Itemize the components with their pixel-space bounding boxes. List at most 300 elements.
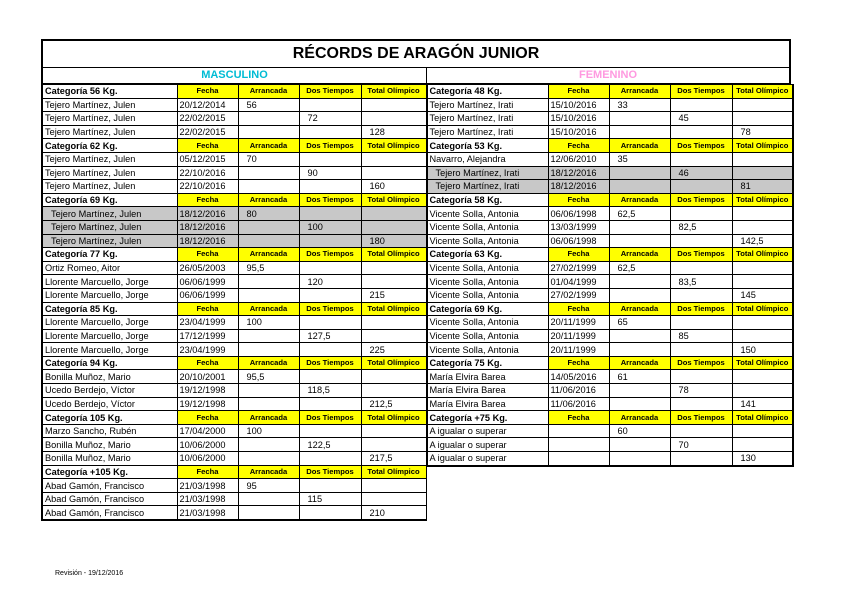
athlete-name: Llorente Marcuello, Jorge xyxy=(42,288,177,302)
record-row xyxy=(42,424,426,438)
column-header: Arrancada xyxy=(609,139,670,153)
athlete-name: Llorente Marcuello, Jorge xyxy=(42,275,177,289)
column-header: Total Olímpico xyxy=(361,302,426,316)
athlete-name: Tejero Martínez, Julen xyxy=(42,112,177,126)
dos-tiempos-value xyxy=(299,234,361,248)
dos-tiempos-value xyxy=(299,506,361,520)
dos-tiempos-value xyxy=(670,452,732,466)
column-header: Fecha xyxy=(177,356,238,370)
column-header: Dos Tiempos xyxy=(299,465,361,479)
dos-tiempos-value xyxy=(299,125,361,139)
record-row xyxy=(42,112,426,126)
record-date: 15/10/2016 xyxy=(548,112,609,126)
category-row xyxy=(42,248,426,262)
arrancada-value xyxy=(609,452,670,466)
column-header: Fecha xyxy=(177,411,238,425)
athlete-name: Abad Gamón, Francisco xyxy=(42,479,177,493)
dos-tiempos-value xyxy=(670,288,732,302)
column-header: Arrancada xyxy=(609,411,670,425)
column-header: Arrancada xyxy=(238,193,299,207)
record-row xyxy=(42,343,426,357)
dos-tiempos-value: 72 xyxy=(299,112,361,126)
dos-tiempos-value: 70 xyxy=(670,438,732,452)
column-header: Dos Tiempos xyxy=(299,411,361,425)
femenino-header: FEMENINO xyxy=(578,69,638,81)
record-row xyxy=(42,316,426,330)
column-header: Total Olímpico xyxy=(732,139,793,153)
column-header: Total Olímpico xyxy=(361,411,426,425)
record-row xyxy=(42,234,426,248)
record-row xyxy=(42,180,426,194)
arrancada-value xyxy=(609,329,670,343)
record-date: 17/04/2000 xyxy=(177,424,238,438)
dos-tiempos-value: 82,5 xyxy=(670,220,732,234)
arrancada-value xyxy=(609,275,670,289)
arrancada-value: 35 xyxy=(609,152,670,166)
category-row xyxy=(427,193,793,207)
dos-tiempos-value: 127,5 xyxy=(299,329,361,343)
column-header: Total Olímpico xyxy=(361,465,426,479)
arrancada-value: 62,5 xyxy=(609,261,670,275)
record-date: 23/04/1999 xyxy=(177,343,238,357)
column-header: Total Olímpico xyxy=(732,302,793,316)
record-row xyxy=(42,492,426,506)
record-date: 06/06/1999 xyxy=(177,288,238,302)
arrancada-value: 95,5 xyxy=(238,261,299,275)
column-header: Total Olímpico xyxy=(361,193,426,207)
total-olimpico-value: 142,5 xyxy=(732,234,793,248)
column-header: Total Olímpico xyxy=(361,248,426,262)
athlete-name: Vicente Solla, Antonia xyxy=(427,261,548,275)
total-olimpico-value xyxy=(732,166,793,180)
record-row xyxy=(42,329,426,343)
total-olimpico-value xyxy=(361,492,426,506)
column-header: Fecha xyxy=(548,302,609,316)
total-olimpico-value xyxy=(732,424,793,438)
record-row xyxy=(427,397,793,411)
arrancada-value xyxy=(609,438,670,452)
category-row xyxy=(42,139,426,153)
total-olimpico-value xyxy=(361,424,426,438)
column-header: Dos Tiempos xyxy=(670,248,732,262)
record-row xyxy=(42,384,426,398)
record-row xyxy=(427,207,793,221)
total-olimpico-value xyxy=(361,166,426,180)
athlete-name: María Elvira Barea xyxy=(427,397,548,411)
arrancada-value xyxy=(609,112,670,126)
category-label: Categoría 53 Kg. xyxy=(427,139,548,153)
total-olimpico-value xyxy=(361,438,426,452)
dos-tiempos-value xyxy=(670,152,732,166)
category-label: Categoría +75 Kg. xyxy=(427,411,548,425)
total-olimpico-value xyxy=(732,207,793,221)
athlete-name: A igualar o superar xyxy=(427,424,548,438)
record-date: 06/06/1998 xyxy=(548,207,609,221)
athlete-name: Ucedo Berdejo, Víctor xyxy=(42,397,177,411)
athlete-name: Abad Gamón, Francisco xyxy=(42,506,177,520)
record-row xyxy=(42,506,426,520)
total-olimpico-value xyxy=(361,98,426,112)
record-row xyxy=(427,288,793,302)
total-olimpico-value xyxy=(361,370,426,384)
column-header: Fecha xyxy=(177,302,238,316)
arrancada-value: 100 xyxy=(238,316,299,330)
column-header: Arrancada xyxy=(609,85,670,99)
record-row xyxy=(42,397,426,411)
total-olimpico-value xyxy=(361,220,426,234)
record-date: 15/10/2016 xyxy=(548,125,609,139)
dos-tiempos-value xyxy=(299,424,361,438)
dos-tiempos-value xyxy=(670,316,732,330)
dos-tiempos-value xyxy=(670,424,732,438)
record-date: 15/10/2016 xyxy=(548,98,609,112)
athlete-name: Vicente Solla, Antonia xyxy=(427,343,548,357)
arrancada-value xyxy=(609,288,670,302)
record-row xyxy=(42,261,426,275)
category-row xyxy=(427,139,793,153)
record-date: 21/03/1998 xyxy=(177,479,238,493)
record-date: 18/12/2016 xyxy=(177,207,238,221)
arrancada-value xyxy=(238,397,299,411)
column-header: Fecha xyxy=(548,85,609,99)
record-row xyxy=(427,220,793,234)
category-row xyxy=(42,356,426,370)
total-olimpico-value xyxy=(361,275,426,289)
column-header: Total Olímpico xyxy=(361,356,426,370)
total-olimpico-value xyxy=(732,152,793,166)
arrancada-value xyxy=(238,275,299,289)
record-date: 13/03/1999 xyxy=(548,220,609,234)
category-label: Categoría 105 Kg. xyxy=(42,411,177,425)
arrancada-value xyxy=(238,452,299,466)
arrancada-value xyxy=(238,112,299,126)
masculino-header: MASCULINO xyxy=(43,68,427,83)
athlete-name: María Elvira Barea xyxy=(427,384,548,398)
athlete-name: Ortiz Romeo, Aitor xyxy=(42,261,177,275)
record-row xyxy=(427,370,793,384)
column-header: Arrancada xyxy=(238,356,299,370)
arrancada-value xyxy=(609,397,670,411)
dos-tiempos-value: 45 xyxy=(670,112,732,126)
total-olimpico-value xyxy=(361,261,426,275)
dos-tiempos-value: 122,5 xyxy=(299,438,361,452)
dos-tiempos-value: 83,5 xyxy=(670,275,732,289)
arrancada-value xyxy=(609,384,670,398)
record-date: 27/02/1999 xyxy=(548,261,609,275)
column-header: Total Olímpico xyxy=(361,85,426,99)
total-olimpico-value xyxy=(732,316,793,330)
dos-tiempos-value xyxy=(299,180,361,194)
total-olimpico-value: 81 xyxy=(732,180,793,194)
record-date: 18/12/2016 xyxy=(548,166,609,180)
arrancada-value: 33 xyxy=(609,98,670,112)
total-olimpico-value xyxy=(361,316,426,330)
total-olimpico-value xyxy=(361,384,426,398)
record-row xyxy=(42,479,426,493)
athlete-name: Navarro, Alejandra xyxy=(427,152,548,166)
record-date: 18/12/2016 xyxy=(548,180,609,194)
record-date: 22/02/2015 xyxy=(177,125,238,139)
record-date: 05/12/2015 xyxy=(177,152,238,166)
athlete-name: A igualar o superar xyxy=(427,452,548,466)
athlete-name: María Elvira Barea xyxy=(427,370,548,384)
athlete-name: Vicente Solla, Antonia xyxy=(427,329,548,343)
dos-tiempos-value: 100 xyxy=(299,220,361,234)
record-date: 22/02/2015 xyxy=(177,112,238,126)
record-date: 20/12/2014 xyxy=(177,98,238,112)
total-olimpico-value: 128 xyxy=(361,125,426,139)
athlete-name: Tejero Martínez, Julen xyxy=(42,166,177,180)
column-header: Fecha xyxy=(177,85,238,99)
total-olimpico-value: 225 xyxy=(361,343,426,357)
total-olimpico-value: 210 xyxy=(361,506,426,520)
category-label: Categoría 85 Kg. xyxy=(42,302,177,316)
total-olimpico-value xyxy=(361,112,426,126)
arrancada-value: 61 xyxy=(609,370,670,384)
dos-tiempos-value xyxy=(299,397,361,411)
arrancada-value xyxy=(238,288,299,302)
athlete-name: Tejero Martínez, Julen xyxy=(42,207,177,221)
column-header: Arrancada xyxy=(238,465,299,479)
column-header: Total Olímpico xyxy=(732,85,793,99)
column-header: Total Olímpico xyxy=(732,356,793,370)
total-olimpico-value: 130 xyxy=(732,452,793,466)
arrancada-value: 65 xyxy=(609,316,670,330)
record-row xyxy=(42,288,426,302)
category-label: Categoría 48 Kg. xyxy=(427,85,548,99)
column-header: Arrancada xyxy=(238,302,299,316)
arrancada-value xyxy=(609,234,670,248)
record-date: 19/12/1998 xyxy=(177,384,238,398)
dos-tiempos-value xyxy=(670,343,732,357)
record-row xyxy=(427,438,793,452)
column-header: Fecha xyxy=(177,139,238,153)
record-row xyxy=(427,98,793,112)
record-date xyxy=(548,424,609,438)
record-date: 22/10/2016 xyxy=(177,180,238,194)
record-row xyxy=(427,180,793,194)
category-label: Categoría 63 Kg. xyxy=(427,248,548,262)
dos-tiempos-value xyxy=(299,452,361,466)
record-date: 27/02/1999 xyxy=(548,288,609,302)
record-row xyxy=(427,125,793,139)
column-header: Dos Tiempos xyxy=(670,356,732,370)
category-label: Categoría 94 Kg. xyxy=(42,356,177,370)
record-date: 21/03/1998 xyxy=(177,506,238,520)
athlete-name: Tejero Martínez, Julen xyxy=(42,98,177,112)
dos-tiempos-value xyxy=(299,152,361,166)
column-header: Total Olímpico xyxy=(732,411,793,425)
column-header: Arrancada xyxy=(238,139,299,153)
record-date: 11/06/2016 xyxy=(548,384,609,398)
athlete-name: Tejero Martínez, Julen xyxy=(42,180,177,194)
record-date: 10/06/2000 xyxy=(177,452,238,466)
column-header: Fecha xyxy=(177,193,238,207)
record-row xyxy=(427,275,793,289)
masculino-table xyxy=(41,84,427,521)
total-olimpico-value xyxy=(732,112,793,126)
column-header: Dos Tiempos xyxy=(670,85,732,99)
athlete-name: Bonilla Muñoz, Mario xyxy=(42,452,177,466)
category-label: Categoría 62 Kg. xyxy=(42,139,177,153)
arrancada-value: 56 xyxy=(238,98,299,112)
record-row xyxy=(42,220,426,234)
category-row xyxy=(42,85,426,99)
total-olimpico-value xyxy=(361,329,426,343)
record-date: 17/12/1999 xyxy=(177,329,238,343)
total-olimpico-value: 217,5 xyxy=(361,452,426,466)
athlete-name: Ucedo Berdejo, Víctor xyxy=(42,384,177,398)
category-row xyxy=(427,411,793,425)
dos-tiempos-value xyxy=(670,98,732,112)
records-sheet xyxy=(41,39,791,521)
dos-tiempos-value xyxy=(670,234,732,248)
arrancada-value xyxy=(238,343,299,357)
record-date: 14/05/2016 xyxy=(548,370,609,384)
column-header: Arrancada xyxy=(609,193,670,207)
dos-tiempos-value: 120 xyxy=(299,275,361,289)
athlete-name: Marzo Sancho, Rubén xyxy=(42,424,177,438)
athlete-name: Tejero Martínez, Irati xyxy=(427,98,548,112)
record-row xyxy=(427,152,793,166)
athlete-name: Tejero Martínez, Julen xyxy=(42,152,177,166)
arrancada-value xyxy=(238,166,299,180)
dos-tiempos-value xyxy=(670,125,732,139)
athlete-name: Abad Gamón, Francisco xyxy=(42,492,177,506)
total-olimpico-value xyxy=(732,384,793,398)
column-header: Dos Tiempos xyxy=(670,411,732,425)
record-row xyxy=(427,424,793,438)
column-header: Arrancada xyxy=(238,248,299,262)
column-header: Arrancada xyxy=(238,411,299,425)
column-header: Dos Tiempos xyxy=(299,302,361,316)
record-date xyxy=(548,452,609,466)
athlete-name: Bonilla Muñoz, Mario xyxy=(42,370,177,384)
athlete-name: Vicente Solla, Antonia xyxy=(427,275,548,289)
record-row xyxy=(427,234,793,248)
arrancada-value: 80 xyxy=(238,207,299,221)
total-olimpico-value xyxy=(732,370,793,384)
arrancada-value: 95,5 xyxy=(238,370,299,384)
arrancada-value xyxy=(609,125,670,139)
dos-tiempos-value: 118,5 xyxy=(299,384,361,398)
section-headers xyxy=(41,68,791,84)
femenino-table xyxy=(427,84,795,467)
arrancada-value: 95 xyxy=(238,479,299,493)
dos-tiempos-value xyxy=(299,207,361,221)
record-date: 20/11/1999 xyxy=(548,329,609,343)
revision-note: Revisión - 19/12/2016 xyxy=(55,570,124,577)
athlete-name: Tejero Martínez, Irati xyxy=(427,112,548,126)
column-header: Total Olímpico xyxy=(732,193,793,207)
record-date: 10/06/2000 xyxy=(177,438,238,452)
record-date: 12/06/2010 xyxy=(548,152,609,166)
record-date: 18/12/2016 xyxy=(177,220,238,234)
dos-tiempos-value: 115 xyxy=(299,492,361,506)
athlete-name: Vicente Solla, Antonia xyxy=(427,220,548,234)
athlete-name: Tejero Martínez, Irati xyxy=(427,180,548,194)
record-date: 18/12/2016 xyxy=(177,234,238,248)
arrancada-value xyxy=(238,180,299,194)
dos-tiempos-value xyxy=(299,288,361,302)
total-olimpico-value: 141 xyxy=(732,397,793,411)
dos-tiempos-value xyxy=(670,397,732,411)
record-row xyxy=(42,207,426,221)
record-row xyxy=(427,261,793,275)
total-olimpico-value: 150 xyxy=(732,343,793,357)
record-date: 11/06/2016 xyxy=(548,397,609,411)
category-row xyxy=(427,85,793,99)
record-row xyxy=(42,125,426,139)
category-row xyxy=(427,356,793,370)
record-date: 21/03/1998 xyxy=(177,492,238,506)
total-olimpico-value: 145 xyxy=(732,288,793,302)
arrancada-value xyxy=(609,343,670,357)
arrancada-value xyxy=(609,166,670,180)
arrancada-value xyxy=(238,234,299,248)
category-label: Categoría +105 Kg. xyxy=(42,465,177,479)
total-olimpico-value: 160 xyxy=(361,180,426,194)
column-header: Dos Tiempos xyxy=(299,248,361,262)
record-date: 20/10/2001 xyxy=(177,370,238,384)
record-date: 19/12/1998 xyxy=(177,397,238,411)
record-date xyxy=(548,438,609,452)
total-olimpico-value xyxy=(732,98,793,112)
column-header: Total Olímpico xyxy=(732,248,793,262)
arrancada-value xyxy=(238,438,299,452)
dos-tiempos-value: 46 xyxy=(670,166,732,180)
record-row xyxy=(42,152,426,166)
arrancada-value: 70 xyxy=(238,152,299,166)
column-header: Dos Tiempos xyxy=(299,193,361,207)
record-date: 26/05/2003 xyxy=(177,261,238,275)
arrancada-value xyxy=(238,506,299,520)
dos-tiempos-value xyxy=(670,370,732,384)
column-header: Fecha xyxy=(548,139,609,153)
athlete-name: Llorente Marcuello, Jorge xyxy=(42,343,177,357)
record-date: 20/11/1999 xyxy=(548,343,609,357)
dos-tiempos-value xyxy=(299,479,361,493)
column-header: Dos Tiempos xyxy=(670,193,732,207)
category-label: Categoría 56 Kg. xyxy=(42,85,177,99)
arrancada-value xyxy=(609,220,670,234)
arrancada-value xyxy=(238,125,299,139)
category-label: Categoría 75 Kg. xyxy=(427,356,548,370)
record-date: 06/06/1998 xyxy=(548,234,609,248)
category-row xyxy=(42,465,426,479)
athlete-name: Vicente Solla, Antonia xyxy=(427,288,548,302)
column-header: Arrancada xyxy=(609,356,670,370)
record-row xyxy=(42,452,426,466)
athlete-name: Bonilla Muñoz, Mario xyxy=(42,438,177,452)
athlete-name: Vicente Solla, Antonia xyxy=(427,207,548,221)
total-olimpico-value xyxy=(732,261,793,275)
dos-tiempos-value: 78 xyxy=(670,384,732,398)
total-olimpico-value: 212,5 xyxy=(361,397,426,411)
arrancada-value: 60 xyxy=(609,424,670,438)
record-row xyxy=(42,166,426,180)
athlete-name: Tejero Martínez, Irati xyxy=(427,125,548,139)
record-date: 01/04/1999 xyxy=(548,275,609,289)
record-date: 06/06/1999 xyxy=(177,275,238,289)
total-olimpico-value: 215 xyxy=(361,288,426,302)
total-olimpico-value xyxy=(732,275,793,289)
athlete-name: Vicente Solla, Antonia xyxy=(427,234,548,248)
category-label: Categoría 77 Kg. xyxy=(42,248,177,262)
category-row xyxy=(427,248,793,262)
record-row xyxy=(42,438,426,452)
column-header: Fecha xyxy=(177,248,238,262)
